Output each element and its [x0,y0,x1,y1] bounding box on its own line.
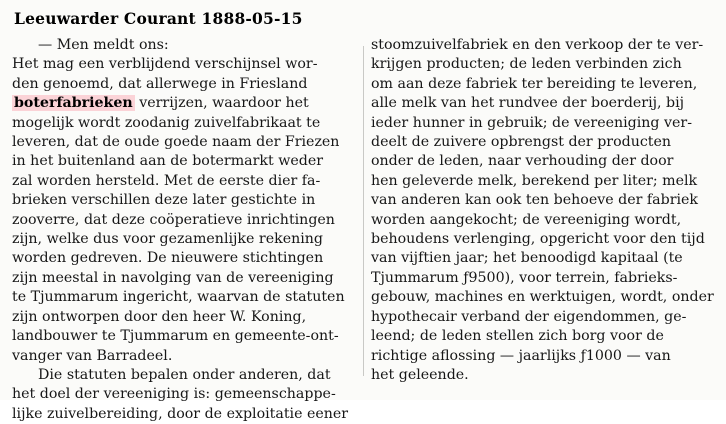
text-line: zijn meestal in navolging van de vereeniging [12,269,334,286]
text-line: in het buitenland aan de botermarkt weder [12,153,324,170]
text-line: zijn ontworpen door den heer W. Koning, [12,308,307,325]
text-line: zooverre, dat deze coöperatieve inrichtingen [12,211,335,228]
text-line: ieder hunner in gebruik; de vereeniging ver- [371,114,693,131]
text-line: hypothecair verband der eigendommen, ge- [371,308,687,325]
text-line: het geleende. [371,366,469,383]
text-line: zijn, welke dus voor gezamenlijke rekening [12,231,323,248]
text-line: krijgen producten; de leden verbinden zich [371,56,682,73]
text-line: Die statuten bepalen onder anderen, dat [38,366,331,383]
text-line: om aan deze fabriek ter bereiding te leveren, [371,75,698,92]
text-line: vanger van Barradeel. [12,347,173,364]
text-line: van vijftien jaar; het benoodigd kapitaal (te [371,250,683,267]
text-line: richtige aflossing — jaarlijks ƒ1000 — van [371,347,671,364]
text-line: van anderen kan ook ten behoeve der fabriek [371,192,699,209]
text-line: worden gedreven. De nieuwere stichtingen [12,250,324,267]
text-line: zal worden hersteld. Met de eerste dier fa- [12,172,321,189]
text-line: Tjummarum ƒ9500), voor terrein, fabrieks- [371,269,678,286]
column-divider [363,46,364,376]
text-line: te Tjummarum ingericht, waarvan de statuten [12,289,345,306]
left-column [12,36,358,424]
text-line: leveren, dat de oude goede naam der Friezen [12,134,340,151]
right-column [371,36,719,385]
text-line: behoudens verlenging, opgericht voor den tijd [371,231,705,248]
text-line-highlighted [12,94,358,113]
text-line: stoomzuivelfabriek en den verkoop der te ver- [371,37,704,53]
text-line: worden aangekocht; de vereeniging wordt, [371,211,682,228]
text-line: het doel der vereeniging is: gemeenschappe- [12,386,336,403]
masthead-title: Leeuwarder Courant 1888-05-15 [14,9,303,28]
text-line: landbouwer te Tjummarum en gemeente-ont- [12,328,339,345]
text-line: mogelijk wordt zoodanig zuivelfabrikaat te [12,114,321,131]
text-line: brieken verschillen deze later gestichte in [12,192,316,209]
text-line: onder de leden, naar verhouding der door [371,153,674,170]
text-line: Het mag een verblijdend verschijnsel wor- [12,56,318,73]
text-line: leend; de leden stellen zich borg voor de [371,328,664,345]
text-line: lijke zuivelbereiding, door de exploitatie eener [12,405,349,422]
text-line: den genoemd, dat allerwege in Friesland [12,75,308,92]
text-line: hen geleverde melk, berekend per liter; melk [371,172,698,189]
text-line: deelt de zuivere opbrengst der producten [371,134,672,151]
text-line: gebouw, machines en werktuigen, wordt, onder [371,289,714,306]
text-line: alle melk van het rundvee der boerderij, bij [371,95,685,112]
text-fragment: verrijzen, waardoor het [134,95,309,112]
text-line: — Men meldt ons: [38,37,169,53]
highlighted-keyword: boterfabrieken [14,95,133,112]
